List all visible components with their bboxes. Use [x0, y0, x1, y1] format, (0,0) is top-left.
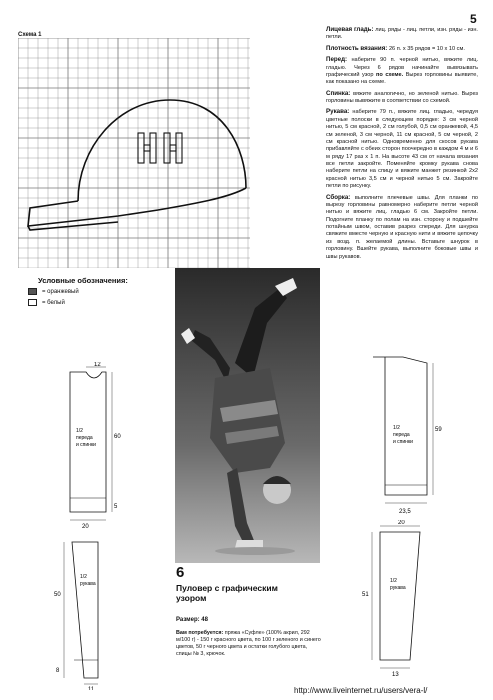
rsleeve-label-1: 1/2 — [390, 578, 397, 584]
dim-body-top: 12 — [94, 362, 101, 368]
sleeve-label-1: 1/2 — [80, 574, 87, 580]
legend-label-orange: = оранжевый — [42, 288, 79, 295]
instructions-gladi: Лицевая гладь: лиц. ряды - лиц. петли, изн. ряды - изн. петли. — [326, 26, 478, 41]
instructions-sborka: Сборка: выполните плечевые швы. Для планки по вырезу горловины равномерно наберите петли черной нитью и вяжите лиц. гладью 6 см. Закройте петли. Подогните планку по полам на изн. сторону и подшейте потайным швом, оставив разрез спереди. Для шнурка свяжите вместе черную и красную нити и вяжите цепочку из возд. п. желаемой длины. Вставьте шнурок в горловину. Вшейте рукава, выполните боковые швы и швы рукавов. — [326, 193, 478, 260]
model-title: Пуловер с графическим узором — [176, 583, 278, 604]
legend-swatch-white — [28, 299, 37, 306]
instructions-plotnost: Плотность вязания: 26 п. x 35 рядов = 10 x 10 см. — [326, 44, 465, 52]
schematic-left-body — [50, 362, 165, 532]
instructions-pered: Перед: наберите 90 п. черной нитью, вяжите лиц. гладью. Через 6 рядов начинайте вывязывать графический узор по схеме. Вырез горловины выявите, как показано на схеме. — [326, 56, 479, 86]
sleeve-label-2: рукава — [80, 581, 96, 587]
legend-label-white: = белый — [42, 299, 65, 306]
size-label: Размер: 48 — [176, 617, 208, 623]
dim-body-height: 60 — [114, 434, 121, 440]
schematic-right-sleeve — [360, 520, 480, 680]
schematic-right-body — [355, 345, 485, 525]
source-url: http://www.liveinternet.ru/users/vera-l/ — [294, 686, 428, 695]
rsleeve-label-2: рукава — [390, 585, 406, 591]
knitting-chart — [18, 38, 250, 268]
model-photo — [175, 268, 320, 563]
legend-swatch-orange — [28, 288, 37, 295]
dim-rsleeve-top: 20 — [398, 520, 405, 526]
body-label-3: и спинки — [76, 442, 96, 448]
rbody-label-1: 1/2 — [393, 425, 400, 431]
body-label-1: 1/2 — [76, 428, 83, 434]
schematic-left-sleeve — [50, 530, 165, 690]
instructions-rukava: Рукава: наберите 79 п., вяжите лиц. гладью, чередуя цветные полоски в следующем порядке: 3 см черной нитью, 5 см красной, 2 см голубой, 0,5 см оранжевой, 4,5 см зеленой, 3 см черной, 11 см красной, 5 см черной, 2 см красной нитью. Одновременно для скосов рукава прибавляйте с обеих сторон поочередно в каждом 4 м и 6 м ряду 17 раз x 1 п. На высоте 43 см от начала вязания все петли закройте. Поменяйте кромку рукава снова наберите петли на спицу и вяжите манжет резинкой 2x2 красной нитью 3,5 см и черной нитью 5 см. Закройте петли по рисунку. — [326, 108, 478, 190]
instructions-column — [326, 26, 478, 264]
chart-grid-lines — [18, 38, 250, 268]
dim-rbody-height: 59 — [435, 427, 442, 433]
chart-title: Схема 1 — [18, 32, 42, 38]
dim-body-rib: 5 — [114, 504, 118, 510]
dim-rsleeve-width: 13 — [392, 672, 399, 678]
dim-sleeve-rib: 8 — [56, 668, 60, 674]
page-number: 5 — [470, 12, 477, 26]
dim-sleeve-height: 50 — [54, 592, 61, 598]
legend-item-white — [28, 299, 65, 306]
dim-sleeve-width: 11 — [88, 687, 95, 690]
legend-title: Условные обозначения: — [38, 276, 128, 285]
materials: Вам потребуется: пряжа «Суфле» (100% акрил, 292 м/100 г) - 150 г красного цвета, по 100 г зеленого и синего цветов, 50 г черного цвета и остатки голубого цвета, спицы № 3, крючок. — [176, 630, 321, 658]
model-number: 6 — [176, 564, 185, 581]
body-label-2: переда — [76, 435, 93, 441]
dim-rbody-width: 23,5 — [399, 509, 411, 515]
instructions-spinka: Спинка: вяжите аналогично, но зеленой нитью. Вырез горловины вывяжите в соответствии со схемой. — [326, 89, 478, 104]
legend-item-orange — [28, 288, 79, 295]
cap-outline — [28, 100, 246, 230]
rbody-label-2: переда — [393, 432, 410, 438]
dim-rsleeve-height: 51 — [362, 592, 369, 598]
dim-body-width: 20 — [82, 524, 89, 530]
rbody-label-3: и спинки — [393, 439, 413, 445]
